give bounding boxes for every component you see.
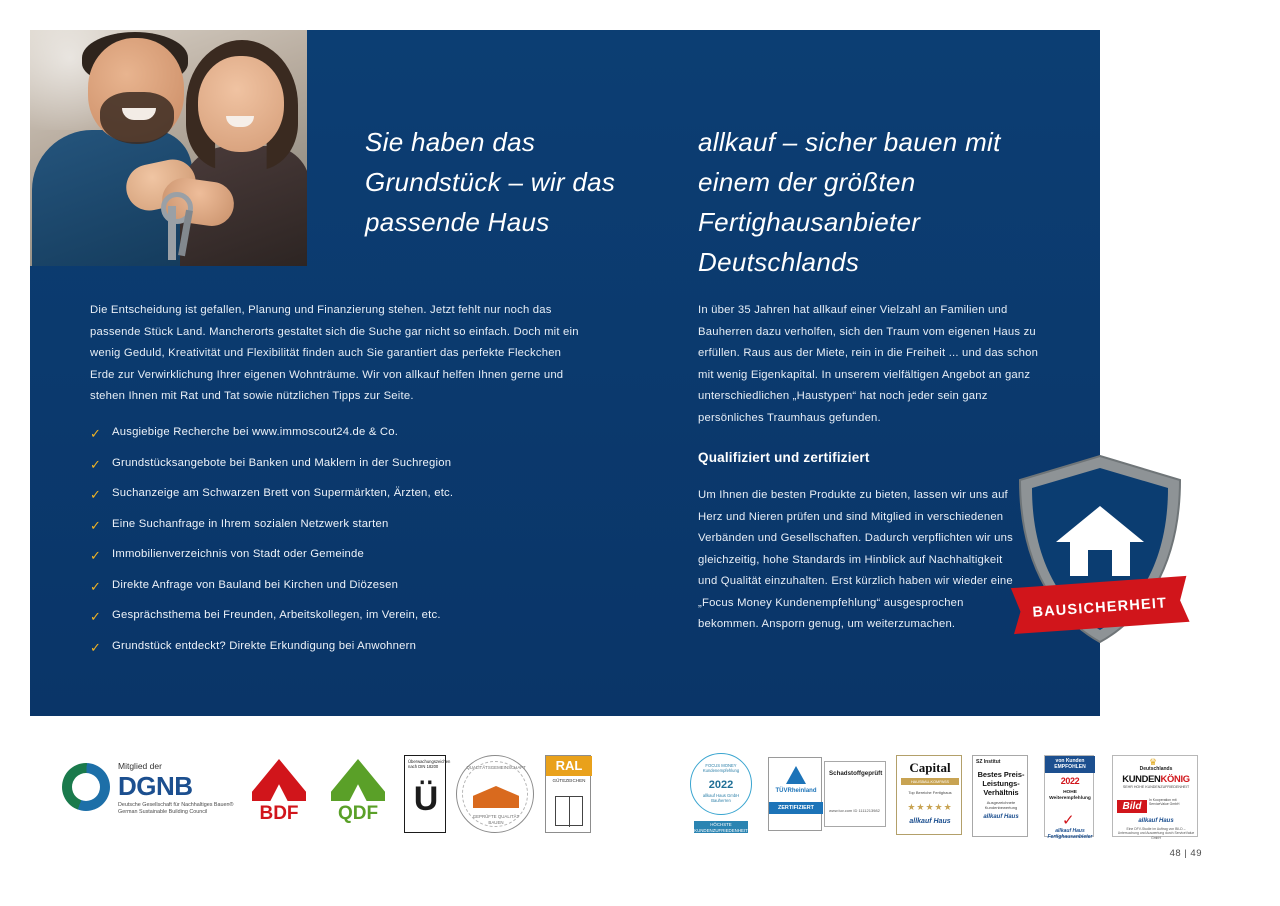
ue-mark-letter: Ü (413, 780, 439, 818)
crown-icon: ♛ (1149, 757, 1158, 767)
logo-von-kunden-empfohlen (1044, 755, 1094, 840)
bdf-name: BDF (259, 803, 299, 824)
bild-title-a: KUNDEN (1122, 773, 1161, 784)
focus-year: 2022 (708, 779, 734, 791)
ral-mid-text: GÜTEZEICHEN (552, 778, 586, 783)
list-item (90, 608, 630, 624)
schadstoff-title: Schadstoffgeprüft (829, 770, 883, 777)
checkmark-icon: ✓ (90, 517, 101, 533)
logo-schadstoff-geprueft (824, 761, 886, 827)
right-column-paragraph: In über 35 Jahren hat allkauf einer Vielzahl an Familien und Bauherren dazu verholfen, sich den Traum vom eigenen Haus zu erfüllen. Raus aus der Miete, rein in die Freiheit ... und das schon mit wenig Eigenkapital. In unserem vielfältigen Angebot an ganz unterschiedlichen „Haustypen“ hat noch jeder sein ganz persönliches Traumhaus gefunden. (698, 304, 1039, 424)
logo-ral (545, 755, 591, 833)
checkmark-icon: ✓ (90, 548, 101, 563)
right-column-subparagraph: Um Ihnen die besten Produkte zu bieten, lassen wir uns auf Herz und Nieren prüfen und sind Mitglied in verschiedenen Verbänden und Gesellschaften. Dadurch verpflichten wir uns gleichzeitig, hohe Standards im Hinblick auf Nachhaltigkeit und Qualität einzuhalten. Erst kürzlich haben wir wieder eine „Focus Money Kundenempfehlung“ ausgesprochen bekommen. Ansporn genug, um weiterzumachen. (698, 489, 1013, 630)
focus-bar-text: HÖCHSTE KUNDENZUFRIEDENHEIT (694, 822, 748, 833)
checkmark-icon: ✓ (90, 639, 101, 655)
seal-top-text: QUALITÄTSGEMEINSCHAFT (466, 765, 526, 770)
right-column-heading: allkauf – sicher bauen mit einem der größten Fertighausanbieter Deutschlands (698, 127, 1001, 277)
checklist-label: Gesprächsthema bei Freunden, Arbeitskollegen, im Verein, etc. (112, 609, 441, 621)
seal-bottom-text: GEPRÜFTE QUALITÄT BAUEN (472, 814, 520, 825)
ue-mark-caption: Überwachungszeichen nach DIN 18200 (408, 759, 451, 770)
capital-title: Capital (909, 760, 951, 775)
left-column-paragraph: Die Entscheidung ist gefallen, Planung und Finanzierung stehen. Jetzt fehlt nur noch das passende Stück Land. Mancherorts gestaltet sich die Suche gar nicht so einfach. Doch mit ein wenig Geduld, Kreativität und Flexibilität finden auch Sie garantiert das perfekte Fleckchen Erde zur Verwirklichung Ihrer eigenen Wohnträume. Wir von allkauf helfen Ihnen gerne und stehen Ihnen mit Rat und Tat sowie nützlichen Tipps zur Seite. (90, 304, 579, 402)
list-item (90, 639, 630, 655)
list-item (90, 517, 630, 533)
logo-focus-money (690, 753, 752, 835)
dgnb-name: DGNB (118, 771, 193, 801)
ral-name: RAL (546, 756, 592, 776)
tips-checklist (90, 425, 630, 669)
logo-bdf (248, 759, 310, 831)
capital-stars: ★★★★★ (907, 802, 953, 812)
checklist-label: Grundstück entdeckt? Direkte Erkundigung bei Anwohnern (112, 639, 417, 652)
sz-sub: Ausgezeichnete Kundenbewertung (984, 800, 1018, 811)
page-number: 48 | 49 (1169, 848, 1202, 859)
bild-sub: SEHR HOHE KUNDENZUFRIEDENHEIT (1122, 785, 1190, 789)
ral-window-icon (555, 796, 583, 826)
bdf-roof-icon (252, 759, 306, 801)
capital-rating-text: Top Bereiche Fertighaus (908, 790, 952, 795)
bild-wordmark: Bild (1117, 800, 1147, 813)
checkmark-icon: ✓ (90, 456, 101, 472)
left-column-heading: Sie haben das Grundstück – wir das passende Haus (365, 127, 616, 237)
couple-with-house-keys-photo (30, 30, 307, 266)
kunden-title: HOHE Weiterempfehlung (1049, 790, 1091, 801)
checkmark-icon: ✓ (90, 426, 101, 441)
list-item (90, 425, 630, 441)
dgnb-member-line: Mitglied der (118, 761, 162, 771)
list-item (90, 547, 630, 563)
content-panel (30, 30, 1168, 716)
certification-logo-strip (0, 745, 1280, 855)
checklist-label: Immobilienverzeichnis von Stadt oder Gemeinde (112, 548, 365, 560)
capital-band: HAUSBAU-KOMPASS (901, 778, 959, 785)
bild-title-b: KÖNIG (1160, 773, 1190, 784)
right-column-subheading: Qualifiziert und zertifiziert (698, 450, 870, 465)
checklist-label: Suchanzeige am Schwarzen Brett von Supermärkten, Ärzten, etc. (112, 487, 454, 499)
sz-title: Bestes Preis-Leistungs-Verhältnis (977, 770, 1025, 797)
dgnb-subtitle: Deutsche Gesellschaft für Nachhaltiges Bauen® German Sustainable Building Council (118, 802, 234, 815)
logo-tuv-rheinland (768, 757, 822, 831)
list-item (90, 578, 630, 594)
bild-title (1115, 773, 1197, 784)
qdf-name: QDF (337, 803, 379, 824)
logo-bild-kundenkoenig (1112, 755, 1198, 840)
sz-header: SZ Institut (976, 759, 1001, 765)
kunden-header: von Kunden EMPFOHLEN (1045, 756, 1095, 773)
logo-ue-mark (404, 755, 451, 833)
woman-head (198, 56, 284, 152)
bild-brand: allkauf Haus (1138, 818, 1174, 824)
capital-brand: allkauf Haus (909, 818, 951, 825)
shield-label: BAUSICHERHEIT (1032, 595, 1168, 621)
checkmark-icon: ✓ (90, 487, 101, 502)
checkmark-icon: ✓ (90, 578, 101, 594)
list-item (90, 456, 630, 472)
qdf-roof-icon (331, 759, 385, 801)
checkmark-icon: ✓ (90, 609, 101, 624)
bild-side-text: In Kooperation mit ServiceValue GmbH (1149, 798, 1180, 807)
kunden-brand: allkauf Haus Fertighausanbieter (1047, 828, 1093, 840)
logo-sz-institut (972, 755, 1028, 837)
kunden-year: 2022 (1060, 776, 1080, 786)
tuv-name: TÜVRheinland (775, 788, 817, 794)
schadstoff-sub: www.tuv.com ID 1111213982 (829, 808, 880, 813)
list-item (90, 486, 630, 502)
checklist-label: Grundstücksangebote bei Banken und Maklern in der Suchregion (112, 456, 452, 469)
logo-qdf (325, 759, 391, 831)
checklist-label: Eine Suchanfrage in Ihrem sozialen Netzwerk starten (112, 517, 389, 530)
logo-dgnb (62, 757, 237, 827)
house-key-icon (168, 206, 176, 260)
tuv-triangle-icon (786, 766, 806, 784)
logo-quality-seal (456, 755, 534, 833)
focus-bottom-text: allkauf Haus GmbH Bauherren (702, 793, 740, 804)
checklist-label: Direkte Anfrage von Bauland bei Kirchen und Diözesen (112, 578, 399, 591)
dgnb-mark-icon (62, 763, 110, 811)
bild-header: Deutschlands (1139, 766, 1173, 772)
checklist-label: Ausgiebige Recherche bei www.immoscout24.de & Co. (112, 426, 399, 438)
logo-capital (896, 755, 962, 835)
focus-top-text: FOCUS MONEY Kundenempfehlung (702, 763, 740, 774)
bausicherheit-shield-badge (1010, 450, 1190, 650)
tuv-certified-bar: ZERTIFIZIERT (769, 802, 823, 814)
sz-brand: allkauf Haus (983, 814, 1019, 820)
kunden-check-icon: ✓ (1062, 812, 1075, 829)
bild-footnote: Eine DFV-Studie im Auftrag von BILD – Untersuchung und Auswertung durch ServiceValue GmbH (1117, 827, 1195, 840)
